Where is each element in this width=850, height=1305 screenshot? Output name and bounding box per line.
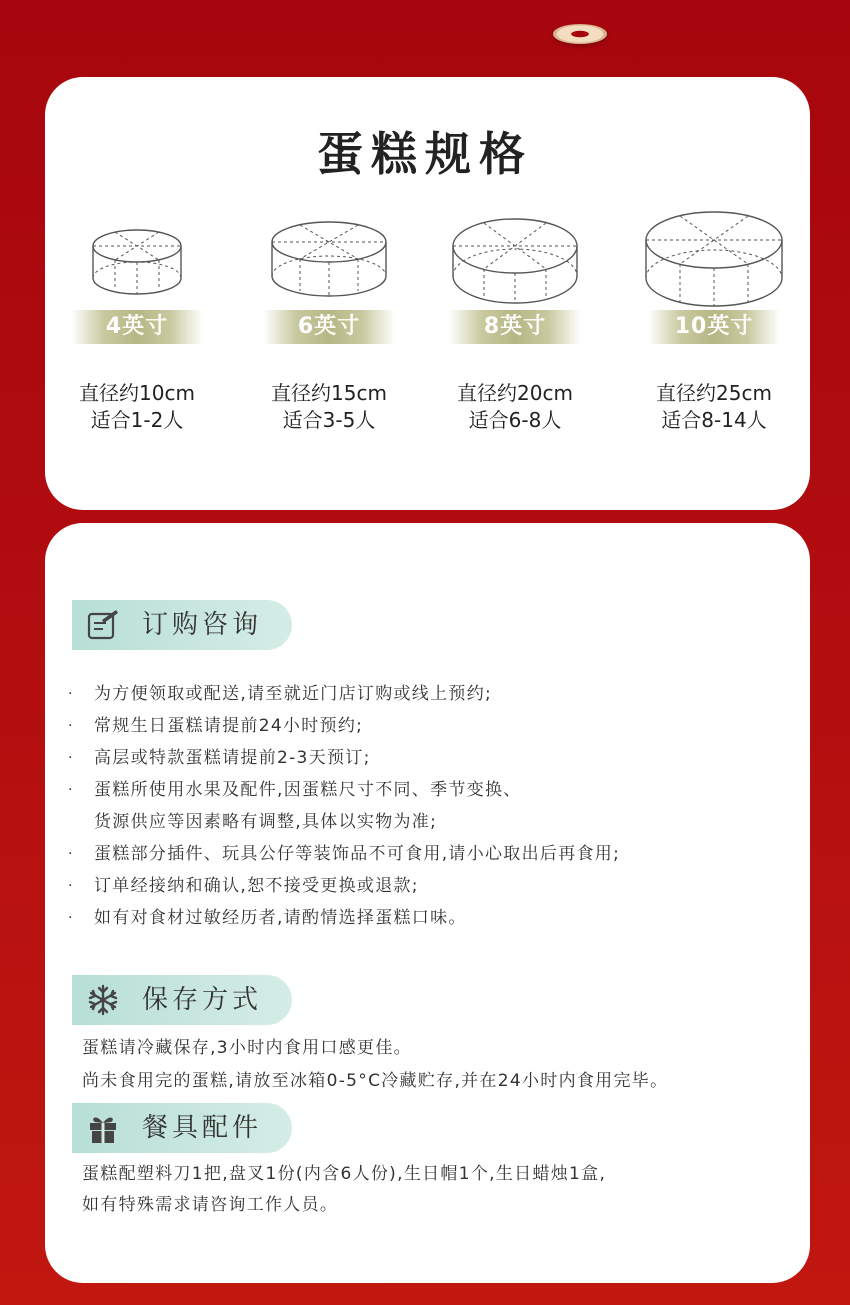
spec-title: 蛋糕规格: [317, 127, 533, 181]
size-option-6inch: [234, 200, 424, 434]
order-section-title: 订购咨询: [142, 610, 263, 640]
list-item-continued: 货源供应等因素略有调整,具体以实物为准;: [94, 812, 438, 832]
utensils-line: 蛋糕配塑料刀1把,盘叉1份(内含6人份),生日帽1个,生日蜡烛1盒,: [82, 1164, 607, 1184]
list-item: · 常规生日蛋糕请提前24小时预约;: [68, 716, 364, 736]
gift-icon: [86, 1111, 120, 1145]
list-item: · 蛋糕部分插件、玩具公仔等装饰品不可食用,请小心取出后再食用;: [68, 844, 621, 864]
size-serves: 适合3-5人: [282, 408, 376, 432]
size-serves: 适合6-8人: [468, 408, 562, 432]
storage-line: 蛋糕请冷藏保存,3小时内食用口感更佳。: [82, 1038, 412, 1058]
size-label: 4英寸: [71, 310, 203, 344]
cake-diagram-icon: [234, 200, 424, 310]
cake-diagram-icon: [420, 200, 610, 310]
size-diameter: 直径约25cm: [656, 381, 772, 405]
size-diameter: 直径约20cm: [457, 381, 573, 405]
order-section-header: [72, 600, 292, 650]
storage-line: 尚未食用完的蛋糕,请放至冰箱0-5°C冷藏贮存,并在24小时内食用完毕。: [82, 1071, 669, 1091]
list-item: · 如有对食材过敏经历者,请酌情选择蛋糕口味。: [68, 908, 467, 928]
size-serves: 适合8-14人: [661, 408, 767, 432]
utensils-section-header: [72, 1103, 292, 1153]
size-label: 10英寸: [648, 310, 780, 344]
notepad-pen-icon: [86, 608, 120, 642]
size-label: 8英寸: [449, 310, 581, 344]
size-diameter: 直径约10cm: [79, 381, 195, 405]
utensils-line: 如有特殊需求请咨询工作人员。: [82, 1195, 339, 1215]
list-item: · 为方便领取或配送,请至就近门店订购或线上预约;: [68, 684, 493, 704]
storage-section-header: [72, 975, 292, 1025]
list-item: · 蛋糕所使用水果及配件,因蛋糕尺寸不同、季节变换、: [68, 780, 522, 800]
order-notes-list: [68, 678, 788, 934]
decorative-coin: [553, 24, 607, 44]
cake-diagram-icon: [42, 200, 232, 310]
size-option-10inch: [619, 200, 809, 434]
size-diameter: 直径约15cm: [271, 381, 387, 405]
list-item: · 订单经接纳和确认,恕不接受更换或退款;: [68, 876, 419, 896]
list-item: · 高层或特款蛋糕请提前2-3天预订;: [68, 748, 371, 768]
cake-diagram-icon: [619, 200, 809, 310]
size-option-4inch: [42, 200, 232, 434]
size-label: 6英寸: [263, 310, 395, 344]
storage-section-title: 保存方式: [142, 985, 263, 1015]
size-serves: 适合1-2人: [90, 408, 184, 432]
snowflake-icon: [86, 983, 120, 1017]
utensils-section-title: 餐具配件: [142, 1113, 263, 1143]
size-option-8inch: [420, 200, 610, 434]
